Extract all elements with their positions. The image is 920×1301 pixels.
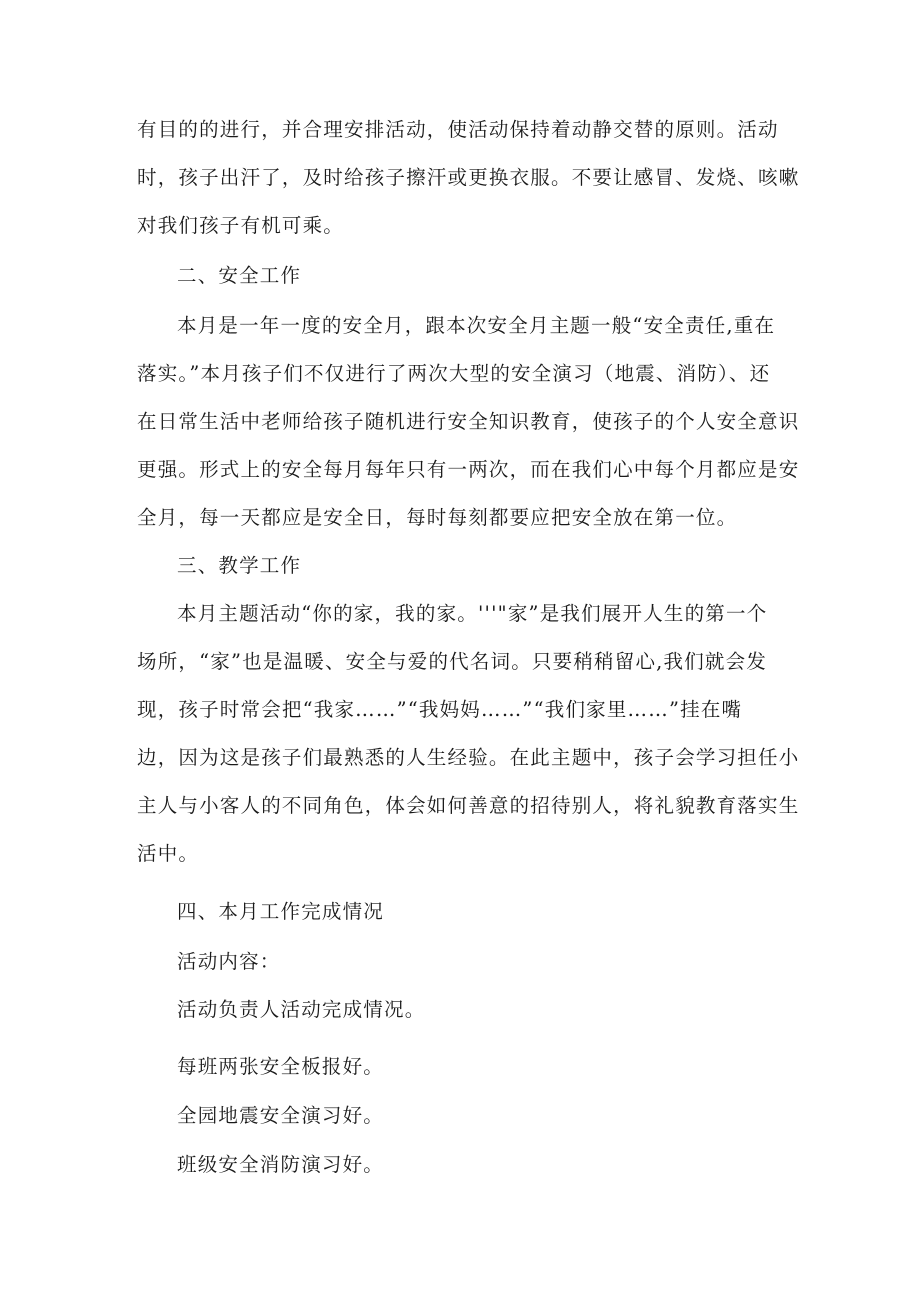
paragraph-line: 本月主题活动“你的家，我的家。'''"家”是我们展开人生的第一个	[177, 602, 768, 625]
paragraph-line: 在日常生活中老师给孩子随机进行安全知识教育，使孩子的个人安全意识	[137, 410, 800, 433]
paragraph-line: 现，孩子时常会把“我家……”“我妈妈……”“我们家里……”挂在嘴	[137, 698, 743, 721]
section-heading-safety: 二、安全工作	[177, 264, 302, 287]
section-heading-completion: 四、本月工作完成情况	[177, 900, 385, 923]
list-item: 每班两张安全板报好。	[177, 1055, 385, 1078]
list-item: 活动内容：	[177, 950, 281, 973]
paragraph-line: 更强。形式上的安全每月每年只有一两次，而在我们心中每个月都应是安	[137, 458, 800, 481]
list-item: 全园地震安全演习好。	[177, 1104, 385, 1127]
paragraph-line: 本月是一年一度的安全月，跟本次安全月主题一般“安全责任,重在	[177, 314, 776, 337]
paragraph-line: 时，孩子出汗了，及时给孩子擦汗或更换衣服。不要让感冒、发烧、咳嗽	[137, 166, 800, 189]
paragraph-line: 有目的的进行，并合理安排活动，使活动保持着动静交替的原则。活动	[137, 118, 779, 141]
paragraph-line: 活中。	[137, 842, 200, 865]
paragraph-line: 边，因为这是孩子们最熟悉的人生经验。在此主题中，孩子会学习担任小	[137, 746, 800, 769]
list-item: 活动负责人活动完成情况。	[177, 998, 426, 1021]
paragraph-line: 主人与小客人的不同角色，体会如何善意的招待别人，将礼貌教育落实生	[137, 794, 800, 817]
section-heading-teaching: 三、教学工作	[177, 554, 302, 577]
paragraph-line: 对我们孩子有机可乘。	[137, 214, 345, 237]
list-item: 班级安全消防演习好。	[177, 1153, 385, 1176]
paragraph-line: 全月，每一天都应是安全日，每时每刻都要应把安全放在第一位。	[137, 506, 738, 529]
paragraph-line: 落实。”本月孩子们不仅进行了两次大型的安全演习（地震、消防）、还	[137, 362, 771, 385]
paragraph-line: 场所，“家”也是温暖、安全与爱的代名词。只要稍稍留心,我们就会发	[137, 650, 768, 673]
